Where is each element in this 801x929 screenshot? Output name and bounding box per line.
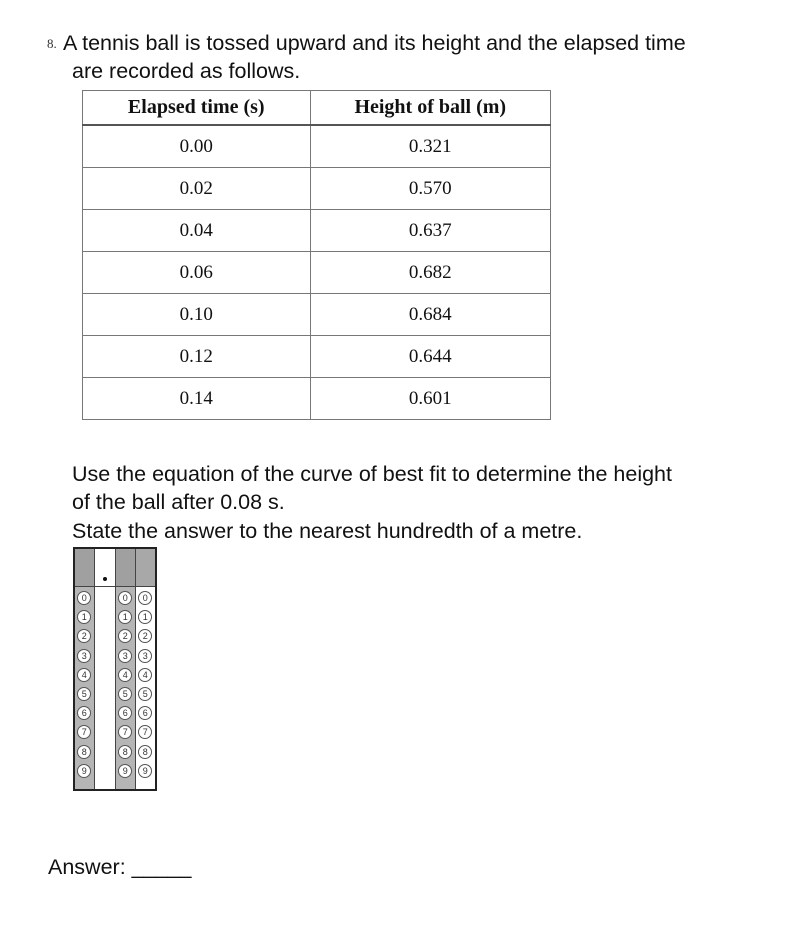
digit-bubble-8[interactable]: 8 [138,745,152,759]
time-cell: 0.10 [83,294,311,336]
table-row [83,210,551,252]
grid-column-header [136,549,156,587]
bubble-column [136,587,156,778]
digit-bubble-7[interactable]: 7 [118,725,132,739]
table-row [83,125,551,168]
answer-bubble-grid [73,547,157,791]
height-cell: 0.601 [310,378,550,420]
digit-bubble-3[interactable]: 3 [138,649,152,663]
grid-column-3 [136,549,156,789]
digit-bubble-1[interactable]: 1 [138,610,152,624]
digit-bubble-5[interactable]: 5 [77,687,91,701]
question-text-line-2: are recorded as follows. [72,59,301,83]
prompt-line-2: of the ball after 0.08 s. [72,490,285,514]
digit-bubble-6[interactable]: 6 [138,706,152,720]
bubble-column [75,587,94,778]
bubble-column [116,587,135,778]
time-cell: 0.14 [83,378,311,420]
answer-line: Answer: _____ [48,855,192,879]
height-cell: 0.682 [310,252,550,294]
height-cell: 0.644 [310,336,550,378]
digit-bubble-5[interactable]: 5 [138,687,152,701]
grid-column-1 [75,549,95,789]
digit-bubble-9[interactable]: 9 [118,764,132,778]
digit-bubble-5[interactable]: 5 [118,687,132,701]
digit-bubble-0[interactable]: 0 [118,591,132,605]
data-table [82,90,551,420]
question-text-line-1: A tennis ball is tossed upward and its height and the elapsed time [63,31,686,55]
digit-bubble-8[interactable]: 8 [118,745,132,759]
digit-bubble-0[interactable]: 0 [138,591,152,605]
column-header-height: Height of ball (m) [310,91,550,126]
digit-bubble-1[interactable]: 1 [77,610,91,624]
digit-bubble-2[interactable]: 2 [118,629,132,643]
grid-column-header [116,549,135,587]
digit-bubble-3[interactable]: 3 [77,649,91,663]
decimal-point [103,577,107,581]
digit-bubble-9[interactable]: 9 [77,764,91,778]
table-header-row [83,91,551,126]
digit-bubble-8[interactable]: 8 [77,745,91,759]
grid-column-2 [116,549,136,789]
digit-bubble-7[interactable]: 7 [138,725,152,739]
time-cell: 0.12 [83,336,311,378]
digit-bubble-6[interactable]: 6 [77,706,91,720]
height-cell: 0.684 [310,294,550,336]
grid-column-decimal [95,549,116,789]
table-row [83,294,551,336]
table-row [83,378,551,420]
table-row [83,336,551,378]
time-cell: 0.02 [83,168,311,210]
digit-bubble-7[interactable]: 7 [77,725,91,739]
table-row [83,168,551,210]
digit-bubble-6[interactable]: 6 [118,706,132,720]
prompt-line-1: Use the equation of the curve of best fit to determine the height [72,462,672,486]
time-cell: 0.00 [83,125,311,168]
grid-decimal-header [95,549,115,587]
question-number: 8. [47,36,57,51]
column-header-time: Elapsed time (s) [83,91,311,126]
height-cell: 0.637 [310,210,550,252]
height-cell: 0.321 [310,125,550,168]
height-cell: 0.570 [310,168,550,210]
grid-column-header [75,549,94,587]
table-row [83,252,551,294]
time-cell: 0.06 [83,252,311,294]
digit-bubble-3[interactable]: 3 [118,649,132,663]
digit-bubble-9[interactable]: 9 [138,764,152,778]
digit-bubble-2[interactable]: 2 [77,629,91,643]
digit-bubble-4[interactable]: 4 [118,668,132,682]
prompt-line-3: State the answer to the nearest hundredth of a metre. [72,519,583,543]
digit-bubble-0[interactable]: 0 [77,591,91,605]
digit-bubble-1[interactable]: 1 [118,610,132,624]
digit-bubble-4[interactable]: 4 [138,668,152,682]
digit-bubble-4[interactable]: 4 [77,668,91,682]
digit-bubble-2[interactable]: 2 [138,629,152,643]
time-cell: 0.04 [83,210,311,252]
